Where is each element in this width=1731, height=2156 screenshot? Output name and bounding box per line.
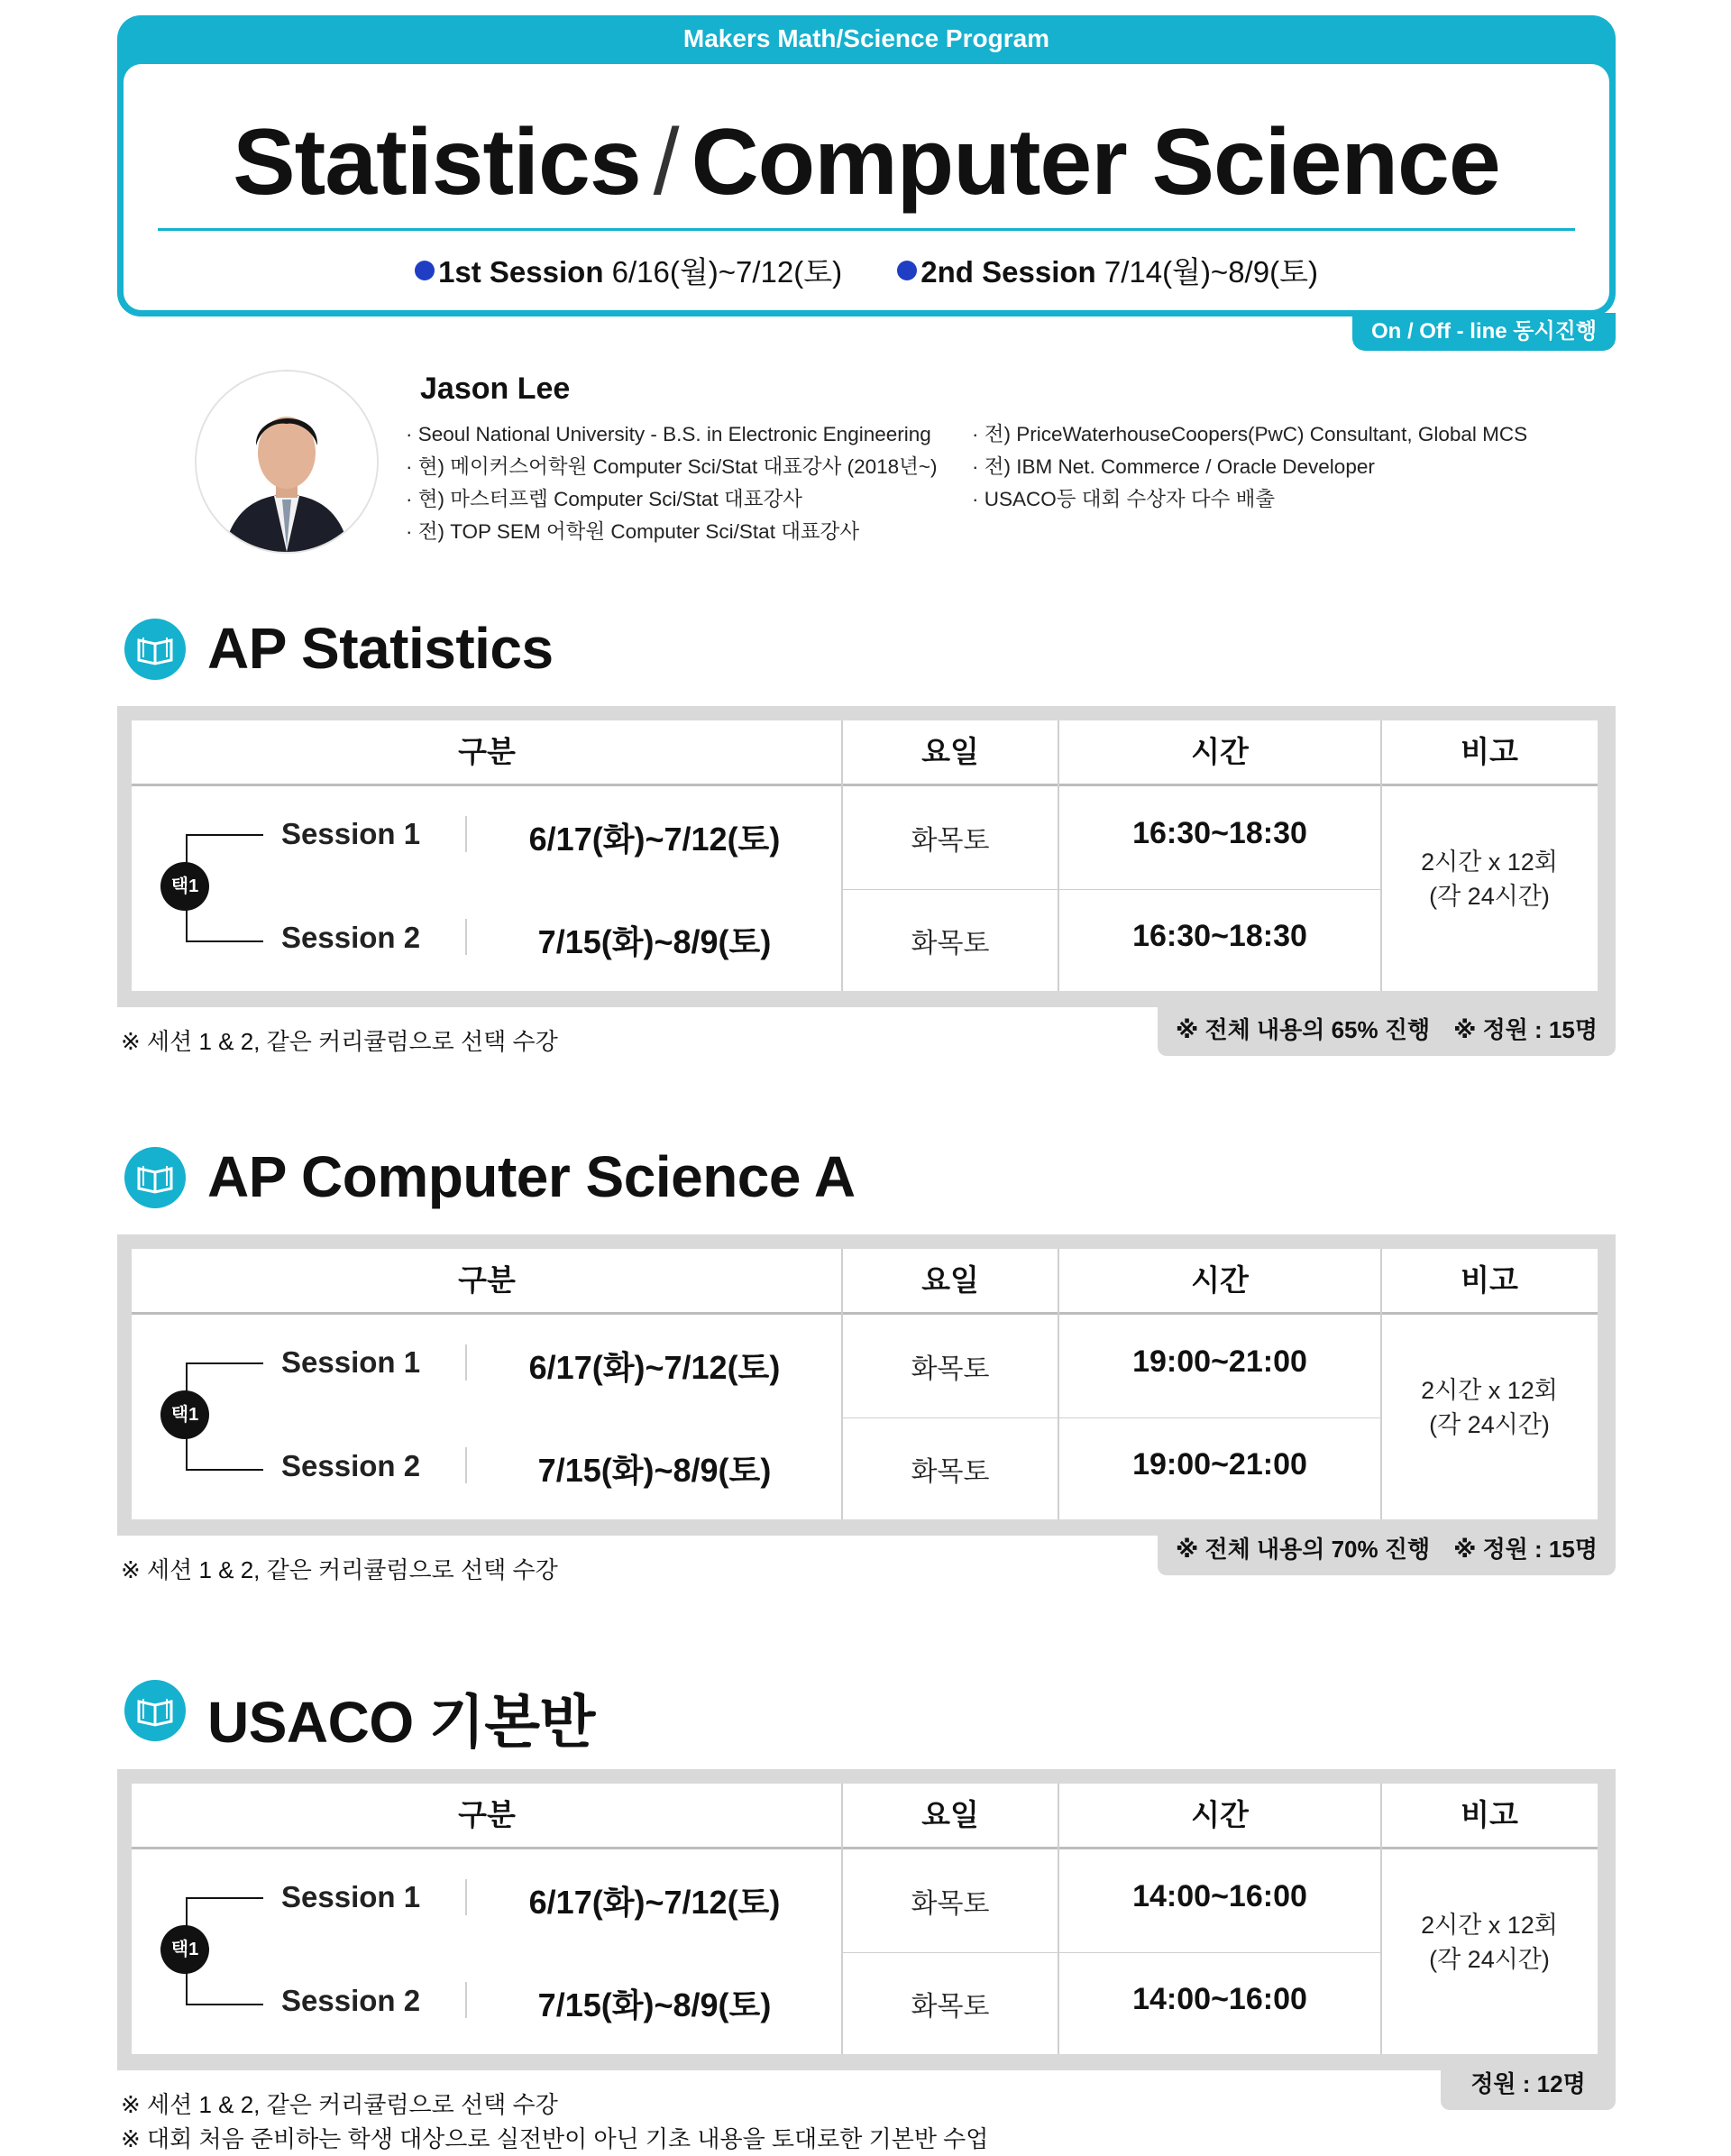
footnotes — [121, 2087, 988, 2156]
session-2-time: 16:30~18:30 — [1132, 919, 1307, 953]
choose-one-badge: 택1 — [160, 1390, 209, 1439]
note-line-2: (각 24시간) — [1429, 1411, 1550, 1438]
session-2-days: 화목토 — [911, 1992, 990, 2022]
session-1-info — [415, 255, 850, 289]
book-icon — [124, 1147, 186, 1208]
credentials-right — [972, 418, 1527, 516]
col-header-category: 구분 — [458, 735, 516, 768]
note-line-2: (각 24시간) — [1429, 1946, 1550, 1973]
note-line-1: 2시간 x 12회 — [1421, 1377, 1558, 1404]
session-2-time: 14:00~16:00 — [1132, 1982, 1307, 2016]
col-header-days: 요일 — [921, 1798, 979, 1831]
row-divider — [842, 1952, 1381, 1953]
row-divider — [842, 889, 1381, 890]
session-2-label: Session 2 — [281, 1449, 421, 1482]
session-2-info — [897, 255, 1318, 289]
session-1-dates: 6/17(화)~7/12(토) — [528, 1884, 781, 1921]
credential-item: · 전) TOP SEM 어학원 Computer Sci/Stat 대표강사 — [406, 520, 860, 543]
session-1-dates: 6/17(화)~7/12(토) — [528, 821, 781, 858]
col-header-time: 시간 — [1191, 1798, 1249, 1831]
credential-item: · Seoul National University - B.S. in Electronic Engineering — [406, 423, 931, 445]
footnote-line: ※ 대회 처음 준비하는 학생 대상으로 실전반이 아닌 기초 내용을 토대로한 기본반 수업 — [121, 2125, 989, 2152]
section-heading: USACO 기본반 — [207, 1690, 595, 1755]
header-divider — [132, 784, 1598, 786]
col-header-category: 구분 — [458, 1798, 516, 1831]
note-cell — [1381, 845, 1598, 913]
session-1-label: Session 1 — [281, 817, 421, 850]
progress-capacity-tag: ※ 전체 내용의 70% 진행 ※ 정원 : 15명 — [1158, 1527, 1616, 1575]
col-header-time: 시간 — [1191, 735, 1249, 768]
session-1-time: 19:00~21:00 — [1132, 1344, 1307, 1379]
col-header-days: 요일 — [921, 735, 979, 768]
col-header-note: 비고 — [1461, 1798, 1518, 1831]
col-header-category: 구분 — [458, 1263, 516, 1297]
schedule-table-usaco — [117, 1769, 1616, 2070]
credential-item: · USACO등 대회 수상자 다수 배출 — [972, 488, 1276, 510]
table-body — [132, 1784, 1598, 2054]
book-icon — [124, 1680, 186, 1741]
progress-capacity-tag: ※ 전체 내용의 65% 진행 ※ 정원 : 15명 — [1158, 1007, 1616, 1056]
note-line-2: (각 24시간) — [1429, 883, 1550, 910]
book-icon — [124, 619, 186, 680]
col-header-note: 비고 — [1461, 735, 1518, 768]
program-name: Makers Math/Science Program — [682, 24, 1050, 52]
credential-item: · 현) 마스터프렙 Computer Sci/Stat 대표강사 — [406, 488, 802, 510]
header-inner — [124, 64, 1609, 310]
table-body — [132, 720, 1598, 991]
choose-one-badge: 택1 — [160, 1925, 209, 1974]
title-divider — [158, 228, 1575, 231]
capacity-tag: 정원 : 12명 — [1441, 2061, 1616, 2110]
page-title — [124, 109, 1609, 216]
session-1-label: 1st Session — [438, 255, 604, 289]
bullet-dot-icon — [897, 261, 917, 280]
session-2-label: Session 2 — [281, 1984, 421, 2017]
session-2-label: Session 2 — [281, 921, 421, 954]
session-1-time: 16:30~18:30 — [1132, 816, 1307, 850]
bullet-dot-icon — [415, 261, 435, 280]
session-2-days: 화목토 — [911, 1457, 990, 1487]
note-cell — [1381, 1908, 1598, 1977]
col-header-days: 요일 — [921, 1263, 979, 1297]
session-2-time: 19:00~21:00 — [1132, 1447, 1307, 1482]
session-2-days: 화목토 — [911, 929, 990, 959]
credential-item: · 전) IBM Net. Commerce / Oracle Developer — [972, 455, 1375, 478]
title-separator: / — [653, 110, 679, 215]
session-2-label: 2nd Session — [920, 255, 1096, 289]
session-2-dates: 7/15(화)~8/9(토) — [537, 923, 772, 960]
online-badge: On / Off - line 동시진행 — [1352, 313, 1616, 351]
col-header-note: 비고 — [1461, 1263, 1518, 1297]
title-right: Computer Science — [691, 110, 1500, 215]
credential-item: · 현) 메이커스어학원 Computer Sci/Stat 대표강사 (2018년~) — [406, 455, 938, 478]
table-body — [132, 1249, 1598, 1519]
header-banner — [117, 15, 1616, 317]
footnotes — [121, 1553, 558, 1587]
col-header-time: 시간 — [1191, 1263, 1249, 1297]
session-1-days: 화목토 — [911, 1354, 990, 1384]
note-cell — [1381, 1373, 1598, 1442]
row-divider — [842, 1417, 1381, 1418]
schedule-table-ap-computer-science-a — [117, 1234, 1616, 1536]
session-1-days: 화목토 — [911, 826, 990, 856]
section-heading: AP Statistics — [207, 616, 554, 681]
footnote-line: ※ 세션 1 & 2, 같은 커리큘럼으로 선택 수강 — [121, 1556, 558, 1583]
choose-one-badge: 택1 — [160, 862, 209, 911]
title-left: Statistics — [233, 110, 641, 215]
schedule-table-ap-statistics — [117, 706, 1616, 1007]
session-dates — [124, 249, 1609, 291]
footnote-line: ※ 세션 1 & 2, 같은 커리큘럼으로 선택 수강 — [121, 2091, 558, 2118]
header-divider — [132, 1312, 1598, 1315]
session-1-days: 화목토 — [911, 1889, 990, 1919]
session-1-time: 14:00~16:00 — [1132, 1879, 1307, 1913]
footnote-line: ※ 세션 1 & 2, 같은 커리큘럼으로 선택 수강 — [121, 1028, 558, 1055]
session-2-dates: 7/14(월)~8/9(토) — [1104, 255, 1318, 289]
instructor-name: Jason Lee — [420, 372, 571, 406]
instructor-photo — [195, 370, 379, 554]
section-heading: AP Computer Science A — [207, 1144, 856, 1209]
session-1-label: Session 1 — [281, 1880, 421, 1913]
session-1-dates: 6/17(화)~7/12(토) — [528, 1349, 781, 1386]
note-line-1: 2시간 x 12회 — [1421, 1912, 1558, 1939]
session-1-label: Session 1 — [281, 1345, 421, 1379]
session-1-dates: 6/16(월)~7/12(토) — [611, 255, 843, 289]
session-2-dates: 7/15(화)~8/9(토) — [537, 1986, 772, 2023]
footnotes — [121, 1024, 558, 1059]
header-divider — [132, 1847, 1598, 1849]
note-line-1: 2시간 x 12회 — [1421, 849, 1558, 876]
person-icon — [197, 372, 377, 552]
session-2-dates: 7/15(화)~8/9(토) — [537, 1452, 772, 1489]
credentials-left — [406, 418, 938, 548]
credential-item: · 전) PriceWaterhouseCoopers(PwC) Consultant, Global MCS — [972, 423, 1528, 445]
